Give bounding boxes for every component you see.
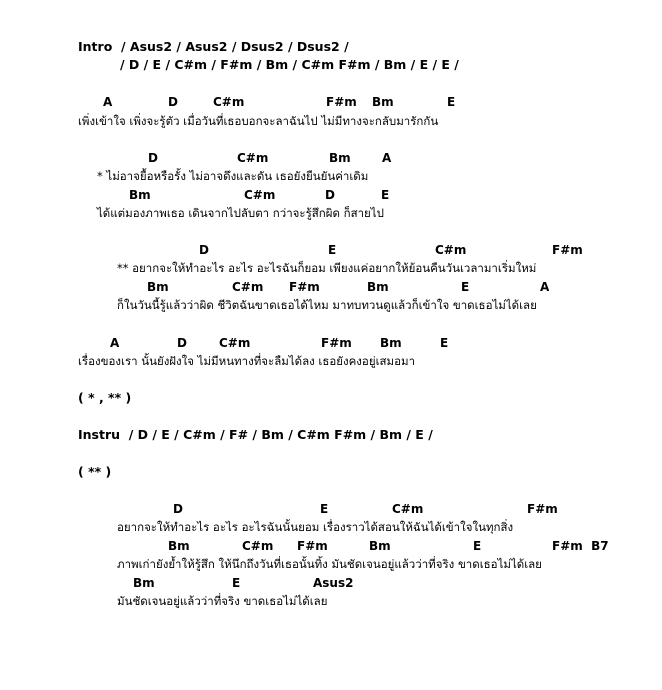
chord: F#m <box>552 243 583 257</box>
chord: Bm <box>369 539 391 553</box>
chord: A <box>540 280 550 294</box>
chorus-chord-row-a <box>0 242 583 258</box>
repeat-marker-2 <box>0 464 112 480</box>
chord: C#m <box>237 151 269 165</box>
chord: C#m <box>392 502 424 516</box>
chorus-lyric-row-b <box>0 297 537 313</box>
lyric-line: เรื่องของเรา นั้นยังฝังใจ ไม่มีหนทางที่จะลืมได้ลง เธอยังคงอยู่เสมอมา <box>78 354 416 368</box>
chord: Asus2 <box>313 576 354 590</box>
chord: F#m <box>321 336 352 350</box>
lyric-line: * ไม่อาจยื้อหรือรั้ง ไม่อาจดึงและดัน เธอยังยืนยันค่าเดิม <box>97 169 369 183</box>
chord: F#m <box>297 539 328 553</box>
chord: C#m <box>219 336 251 350</box>
repeat-text: ( ** ) <box>78 464 112 479</box>
lyric-line: ** อยากจะให้ทำอะไร อะไร อะไรฉันก็ยอม เพียงแค่อยากให้ย้อนคืนวันเวลามาเริ่มใหม่ <box>117 261 537 275</box>
outro-chord-row-c <box>0 575 354 591</box>
chord: C#m <box>435 243 467 257</box>
chord: C#m <box>242 539 274 553</box>
chord: Bm <box>367 280 389 294</box>
chord: D <box>199 243 209 257</box>
instru-section <box>0 427 433 443</box>
verse3-lyric-row <box>0 353 416 369</box>
lyric-line: ได้แต่มองภาพเธอ เดินจากไปลับตา กว่าจะรู้สึกผิด ก็สายไป <box>97 206 384 220</box>
intro-line-2: / D / E / C#m / F#m / Bm / C#m F#m / Bm / E / E / <box>120 57 459 72</box>
lyric-line: เพิ่งเข้าใจ เพิ่งจะรู้ตัว เมื่อวันที่เธอบอกจะลาฉันไป ไม่มีทางจะกลับมารักกัน <box>78 114 439 128</box>
chorus-chord-row-b <box>0 279 550 295</box>
chord: C#m <box>244 188 276 202</box>
verse1-lyric-row <box>0 113 439 129</box>
chord: D <box>325 188 335 202</box>
lyric-line: มันชัดเจนอยู่แล้วว่าที่จริง ขาดเธอไม่ได้เลย <box>117 594 328 608</box>
chord: Bm <box>129 188 151 202</box>
verse2-lyric-row-b <box>0 205 384 221</box>
chord: E <box>320 502 329 516</box>
instru-line: Instru / D / E / C#m / F# / Bm / C#m F#m / Bm / E / <box>78 427 433 442</box>
intro-section <box>0 39 349 55</box>
chord: A <box>382 151 392 165</box>
lyric-line: ก็ในวันนี้รู้แล้วว่าผิด ชีวิตฉันขาดเธอได้ไหม มาทบทวนดูแล้วก็เข้าใจ ขาดเธอไม่ได้เลย <box>117 298 537 312</box>
outro-lyric-row-c <box>0 593 328 609</box>
chord: E <box>447 95 456 109</box>
outro-lyric-row-b <box>0 556 542 572</box>
chord: D <box>173 502 183 516</box>
intro-section-cont <box>0 57 459 73</box>
lyric-line: อยากจะให้ทำอะไร อะไร อะไรฉันนั้นยอม เรื่องราวได้สอนให้ฉันได้เข้าใจในทุกสิ่ง <box>117 520 514 534</box>
chord: Bm <box>329 151 351 165</box>
repeat-marker-1 <box>0 390 132 406</box>
chord: F#m <box>326 95 357 109</box>
chord: E <box>381 188 390 202</box>
chord: F#m <box>289 280 320 294</box>
chord: F#m <box>527 502 558 516</box>
chord: D <box>168 95 178 109</box>
chord: E <box>473 539 482 553</box>
repeat-text: ( * , ** ) <box>78 390 132 405</box>
chord: Bm <box>168 539 190 553</box>
chord: Bm <box>147 280 169 294</box>
chorus-lyric-row-a <box>0 260 537 276</box>
chord: C#m <box>213 95 245 109</box>
outro-lyric-row-a <box>0 519 514 535</box>
chord: Bm <box>372 95 394 109</box>
chord: F#m B7 <box>552 539 609 553</box>
chord: D <box>148 151 158 165</box>
verse3-chord-row <box>0 335 449 351</box>
chord: D <box>177 336 187 350</box>
verse2-chord-row-b <box>0 187 390 203</box>
chord: A <box>103 95 113 109</box>
verse2-chord-row-a <box>0 150 392 166</box>
chord: E <box>461 280 470 294</box>
outro-chord-row-a <box>0 501 558 517</box>
intro-line-1: Intro / Asus2 / Asus2 / Dsus2 / Dsus2 / <box>78 39 349 54</box>
outro-chord-row-b <box>0 538 609 554</box>
chord: Bm <box>133 576 155 590</box>
chord: Bm <box>380 336 402 350</box>
verse2-lyric-row-a <box>0 168 369 184</box>
chord: E <box>232 576 241 590</box>
chord: A <box>110 336 120 350</box>
lyric-line: ภาพเก่ายังย้ำให้รู้สึก ให้นึกถึงวันที่เธอนั้นทิ้ง มันชัดเจนอยู่แล้วว่าที่จริง ขาดเธอไม่ได้เลย <box>117 557 542 571</box>
chord: E <box>328 243 337 257</box>
chord: E <box>440 336 449 350</box>
verse1-chord-row <box>0 94 456 110</box>
chord: C#m <box>232 280 264 294</box>
